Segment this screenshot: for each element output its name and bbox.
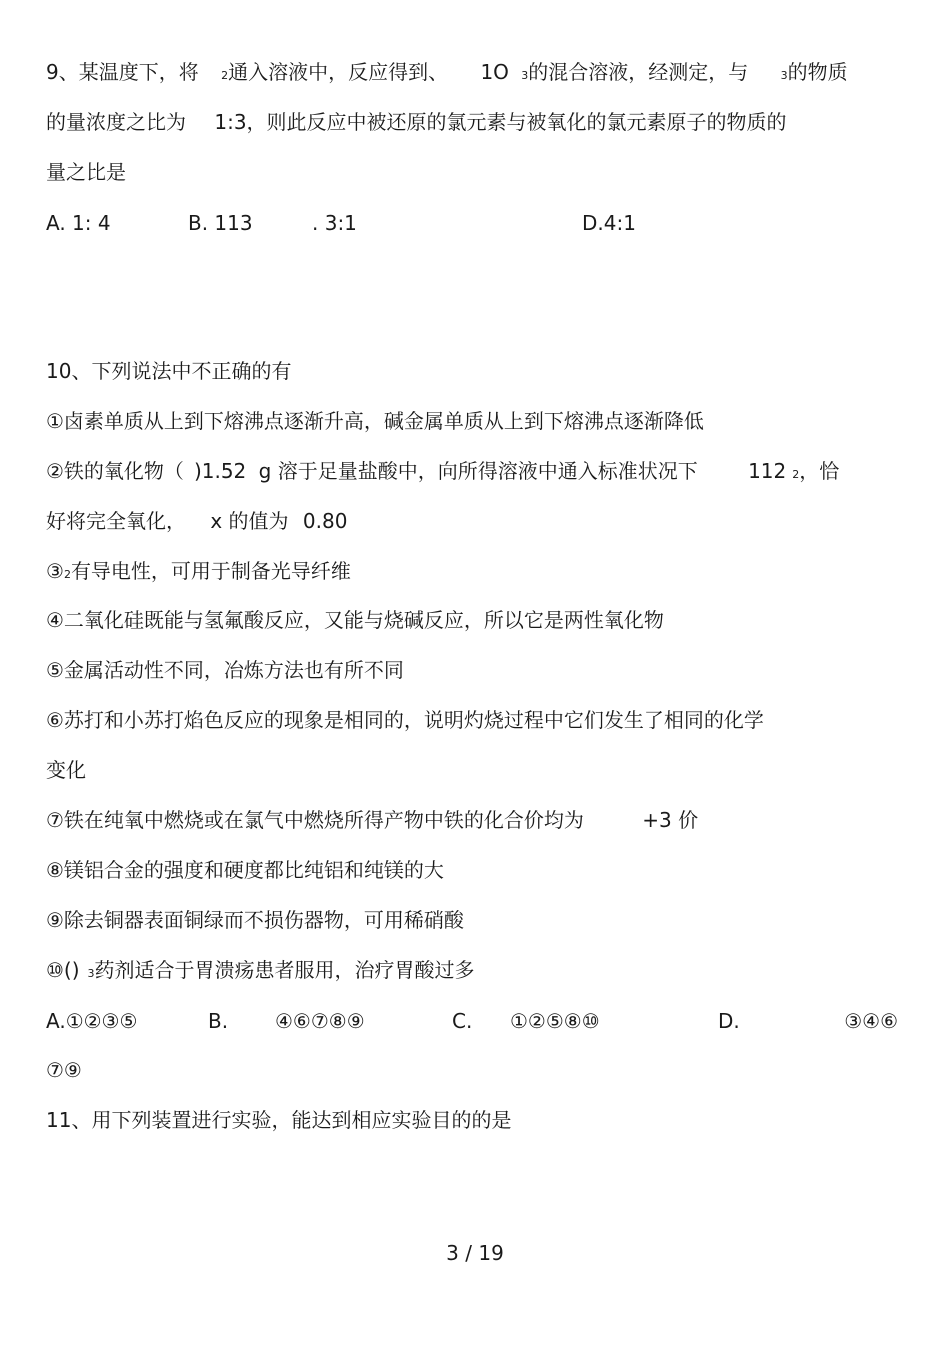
q10-text: 112: [748, 459, 787, 483]
page-number: 3 / 19: [446, 1241, 504, 1265]
q10-option-c-label: C.: [452, 1009, 473, 1033]
q10-item-10: [46, 957, 475, 987]
subscript: 3: [521, 69, 529, 82]
q10-text: g 溶于足量盐酸中，向所得溶液中通入标准状况下: [258, 459, 698, 483]
q9-text: 的物质: [787, 60, 848, 84]
q10-option-d-value: ③④⑥: [844, 1009, 898, 1033]
q9-text: 1:3，则此反应中被还原的氯元素与被氧化的氯元素原子的物质的: [214, 110, 787, 134]
q10-text: x 的值为: [210, 509, 289, 533]
subscript: 3: [87, 967, 95, 980]
subscript: 2: [792, 468, 800, 481]
q10-option-d-cont: ⑦⑨: [46, 1058, 82, 1082]
q10-item-6-cont: 变化: [46, 758, 86, 782]
q10-option-d-label: D.: [718, 1009, 740, 1033]
q10-option-a: A.①②③⑤: [46, 1009, 138, 1033]
q10-title: 10、下列说法中不正确的有: [46, 359, 292, 383]
q9-option-a: A. 1: 4: [46, 211, 111, 235]
subscript: 2: [63, 568, 71, 581]
q11-title: 11、用下列装置进行实验，能达到相应实验目的的是: [46, 1108, 512, 1132]
q9-text: 通入溶液中，反应得到、: [228, 60, 449, 84]
q10-text: ⑦铁在纯氧中燃烧或在氯气中燃烧所得产物中铁的化合价均为: [46, 808, 584, 832]
q10-option-c-value: ①②⑤⑧⑩: [510, 1009, 600, 1033]
q10-text: ⑩(): [46, 958, 80, 982]
q10-item-4: ④二氧化硅既能与氢氟酸反应，又能与烧碱反应，所以它是两性氧化物: [46, 608, 664, 632]
subscript: 3: [780, 69, 788, 82]
q9-line-2: [46, 109, 787, 135]
q9-line-1: [46, 59, 848, 89]
q10-text: ，恰: [799, 459, 840, 483]
q10-item-9: ⑨除去铜器表面铜绿而不损伤器物，可用稀硝酸: [46, 908, 464, 932]
q9-text: 1O: [480, 60, 509, 84]
q10-text: ②铁的氧化物（: [46, 459, 184, 483]
q9-option-b: B. 113: [188, 211, 253, 235]
q10-item-7: [46, 807, 698, 833]
q10-text: +3 价: [642, 808, 699, 832]
q10-text: 有导电性，可用于制备光导纤维: [70, 559, 351, 583]
q9-option-d: D.4:1: [582, 211, 636, 235]
q10-text: )1.52: [193, 459, 247, 483]
q10-text: 0.80: [302, 509, 348, 533]
q10-item-2-cont: [46, 508, 347, 534]
q10-option-b-value: ④⑥⑦⑧⑨: [275, 1009, 365, 1033]
q9-line-3: 量之比是: [46, 160, 126, 184]
q10-text: 药剂适合于胃溃疡患者服用，治疗胃酸过多: [94, 958, 475, 982]
q10-text: ③: [46, 559, 64, 583]
q9-text: 的量浓度之比为: [46, 110, 186, 134]
q10-option-b-label: B.: [208, 1009, 229, 1033]
q9-option-c: . 3:1: [312, 211, 357, 235]
q9-text: 9、某温度下，将: [46, 60, 199, 84]
q9-text: 的混合溶液，经测定，与: [528, 60, 749, 84]
q10-item-8: ⑧镁铝合金的强度和硬度都比纯铝和纯镁的大: [46, 858, 444, 882]
q10-item-5: ⑤金属活动性不同，冶炼方法也有所不同: [46, 658, 404, 682]
q10-text: 好将完全氧化，: [46, 509, 186, 533]
q10-item-3: [46, 558, 351, 588]
q10-item-1: ①卤素单质从上到下熔沸点逐渐升高，碱金属单质从上到下熔沸点逐渐降低: [46, 409, 704, 433]
q10-item-6: ⑥苏打和小苏打焰色反应的现象是相同的，说明灼烧过程中它们发生了相同的化学: [46, 708, 764, 732]
q10-item-2: [46, 458, 839, 488]
subscript: 2: [221, 69, 229, 82]
